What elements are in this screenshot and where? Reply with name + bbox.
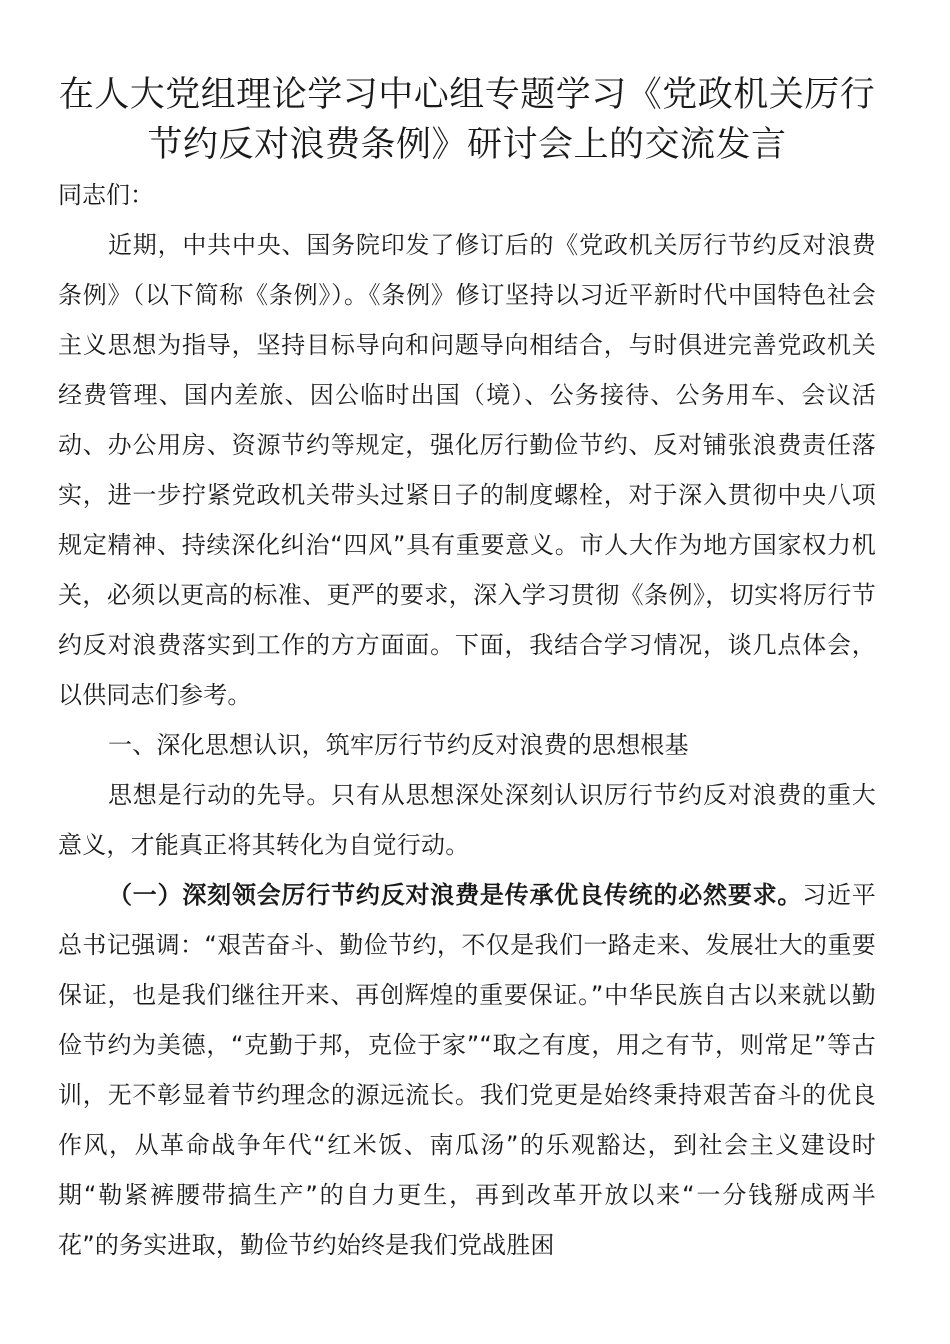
document-page <box>58 70 876 1270</box>
salutation: 同志们： <box>58 181 154 209</box>
section-heading-text: 一、深化思想认识，筑牢厉行节约反对浪费的思想根基 <box>108 731 689 759</box>
section-heading-1 <box>58 720 876 770</box>
subsection-heading: （一）深刻领会厉行节约反对浪费是传承优良传统的必然要求。 <box>108 881 803 909</box>
paragraph-text: 近期，中共中央、国务院印发了修订后的《党政机关厉行节约反对浪费条例》（以下简称《条例》）。《条例》修订坚持以习近平新时代中国特色社会主义思想为指导，坚持目标导向和问题导向相结合，与时俱进完善党政机关经费管理、国内差旅、因公临时出国（境）、公务接待、公务用车、会议活动、办公用房、资源节约等规定，强化厉行勤俭节约、反对铺张浪费责任落实，进一步拧紧党政机关带头过紧日子的制度螺栓，对于深入贯彻中央八项规定精神、持续深化纠治“四风”具有重要意义。市人大作为地方国家权力机关，必须以更高的标准、更严的要求，深入学习贯彻《条例》，切实将厉行节约反对浪费落实到工作的方方面面。下面，我结合学习情况，谈几点体会，以供同志们参考。 <box>58 231 876 709</box>
paragraph-intro <box>58 220 876 720</box>
paragraph-text: 思想是行动的先导。只有从思想深处深刻认识厉行节约反对浪费的重大意义，才能真正将其转化为自觉行动。 <box>58 781 876 859</box>
paragraph-subsection-1 <box>58 870 876 1270</box>
paragraph-section-1-lead <box>58 770 876 870</box>
document-title: 在人大党组理论学习中心组专题学习《党政机关厉行节约反对浪费条例》研讨会上的交流发言 <box>58 75 876 165</box>
paragraph-text: 习近平总书记强调：“艰苦奋斗、勤俭节约，不仅是我们一路走来、发展壮大的重要保证，也是我们继往开来、再创辉煌的重要保证。”中华民族自古以来就以勤俭节约为美德，“克勤于邦，克俭于家”“取之有度，用之有节，则常足”等古训，无不彰显着节约理念的源远流长。我们党更是始终秉持艰苦奋斗的优良作风，从革命战争年代“红米饭、南瓜汤”的乐观豁达，到社会主义建设时期“勒紧裤腰带搞生产”的自力更生，再到改革开放以来“一分钱掰成两半花”的务实进取，勤俭节约始终是我们党战胜困 <box>58 881 876 1259</box>
